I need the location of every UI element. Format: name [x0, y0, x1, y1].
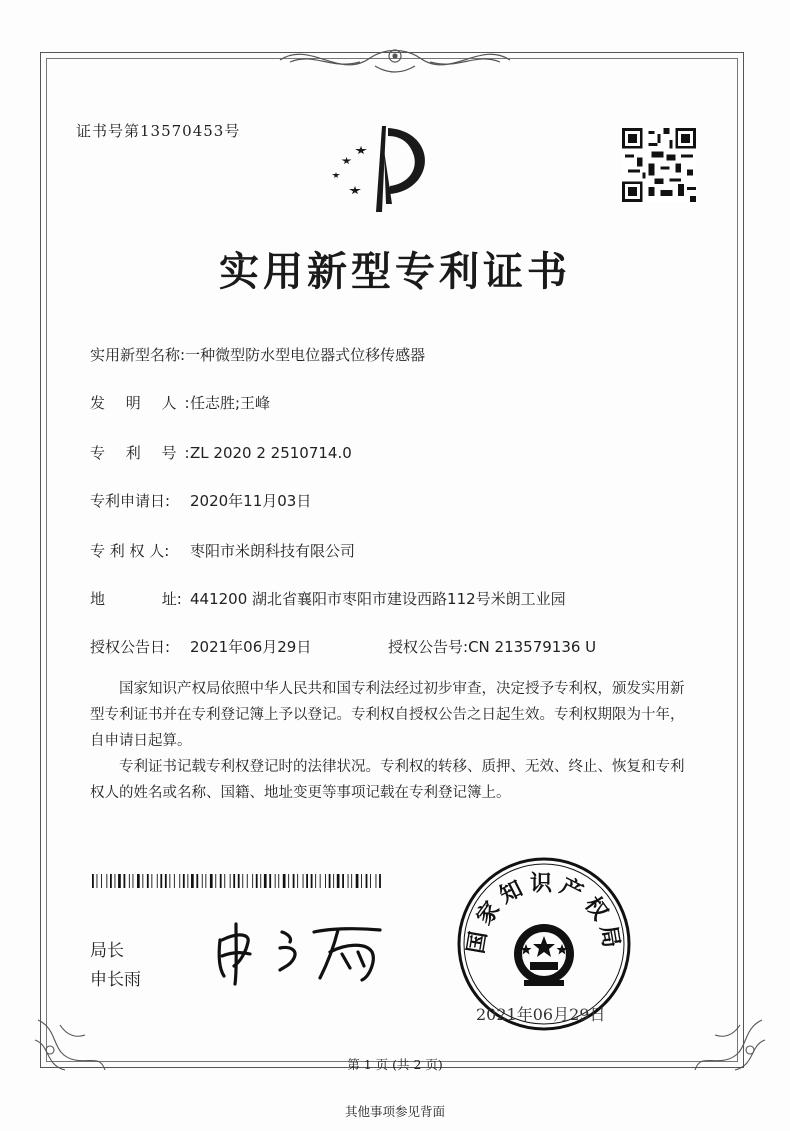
barcode-bar: [303, 874, 304, 888]
director-name: 申长雨: [90, 970, 141, 990]
barcode-bar: [230, 874, 231, 888]
grant-number-value: CN 213579136 U: [468, 638, 597, 656]
name-value: 一种微型防水型电位器式位移传感器: [185, 346, 426, 364]
name-row: [90, 344, 425, 365]
barcode-bar: [151, 874, 152, 888]
barcode-bar: [174, 874, 175, 888]
barcode-bar: [142, 874, 143, 888]
barcode-bar: [370, 874, 371, 888]
patentee-label: 专 利 权 人:: [90, 542, 170, 560]
patentee-row: [90, 540, 355, 561]
barcode-bar: [337, 874, 340, 888]
barcode-bar: [106, 874, 107, 888]
barcode-bar: [191, 874, 194, 888]
name-label: 实用新型名称:: [90, 346, 186, 364]
barcode-bar: [342, 874, 344, 888]
barcode-bar: [351, 874, 352, 888]
barcode-bar: [169, 874, 170, 888]
address-label: 地 址:: [90, 590, 182, 608]
barcode-bar: [333, 874, 334, 888]
address-value: 441200 湖北省襄阳市枣阳市建设西路112号米朗工业园: [190, 590, 566, 608]
barcode-bar: [283, 874, 286, 888]
barcode-bar: [187, 874, 188, 888]
barcode-bar: [133, 874, 134, 888]
barcode-bar: [264, 874, 267, 888]
paragraph-1: 国家知识产权局依照中华人民共和国专利法经过初步审查，决定授予专利权，颁发实用新型专利证书并在专利登记簿上予以登记。专利权自授权公告之日起生效。专利权期限为十年，自申请日起算。: [90, 681, 685, 749]
top-ornament-icon: [270, 40, 520, 80]
seal-text: 国家知识产权局: [462, 870, 626, 956]
barcode-bar: [179, 874, 180, 888]
barcode-bar: [92, 874, 94, 888]
director-title: 局长: [90, 941, 124, 961]
page-title: 实用新型专利证书: [219, 248, 571, 295]
signature-image: [210, 918, 400, 988]
barcode-bar: [101, 874, 102, 888]
patent-number-row: [90, 442, 352, 463]
barcode-bar: [376, 874, 377, 888]
barcode-bar: [224, 874, 225, 888]
qr-code-icon: [622, 128, 696, 202]
barcode-bar: [97, 874, 98, 888]
paragraph-2: 专利证书记载专利权登记时的法律状况。专利权的转移、质押、无效、终止、恢复和专利权人的姓名或名称、国籍、地址变更等事项记载在专利登记簿上。: [90, 759, 685, 801]
barcode-bar: [242, 874, 243, 888]
barcode-bar: [247, 874, 248, 888]
barcode-bar: [215, 874, 216, 888]
inventor-label: 发 明 人:: [90, 394, 198, 412]
barcode-bar: [147, 874, 149, 888]
barcode-bar: [306, 874, 308, 888]
body-text: [90, 676, 690, 806]
patentee-value: 枣阳市米朗科技有限公司: [190, 542, 356, 560]
barcode-bar: [165, 874, 167, 888]
barcode-bar: [196, 874, 198, 888]
page-number: 第 1 页 (共 2 页): [347, 1057, 443, 1072]
barcode-bar: [210, 874, 213, 888]
seal-date: 2021年06月29日: [476, 1005, 606, 1024]
barcode-bar: [379, 874, 381, 888]
barcode-bar: [366, 874, 368, 888]
barcode-bar: [325, 874, 326, 888]
barcode-bar: [320, 874, 321, 888]
cnipa-logo-icon: [322, 120, 438, 216]
inventor-row: [90, 392, 270, 413]
barcode-bar: [260, 874, 261, 888]
barcode-bar: [356, 874, 359, 888]
barcode-bar: [252, 874, 253, 888]
barcode-bar: [238, 874, 240, 888]
filing-date-label: 专利申请日:: [90, 492, 171, 510]
barcode-bar: [348, 874, 349, 888]
filing-date-row: [90, 490, 311, 511]
barcode-bar: [293, 874, 295, 888]
barcode-bar: [361, 874, 362, 888]
barcode-bar: [160, 874, 162, 888]
barcode-bar: [110, 874, 112, 888]
barcode-bar: [297, 874, 298, 888]
barcode-bar: [118, 874, 121, 888]
barcode-bar: [275, 874, 276, 888]
barcode-icon: [92, 874, 382, 888]
grant-date-label: 授权公告日:: [90, 638, 171, 656]
inventor-value: 任志胜;王峰: [190, 394, 271, 412]
grant-date-value: 2021年06月29日: [190, 638, 312, 656]
barcode-bar: [278, 874, 279, 888]
grant-number-label: 授权公告号:: [388, 638, 469, 656]
address-row: [90, 588, 566, 609]
barcode-bar: [124, 874, 126, 888]
barcode-bar: [329, 874, 331, 888]
certificate-number: 证书号第13570453号: [76, 122, 241, 140]
barcode-bar: [269, 874, 271, 888]
barcode-bar: [315, 874, 316, 888]
barcode-bar: [202, 874, 203, 888]
barcode-bar: [157, 874, 158, 888]
barcode-bar: [233, 874, 235, 888]
patent-number-label: 专 利 号:: [90, 444, 198, 462]
barcode-bar: [115, 874, 116, 888]
barcode-bar: [288, 874, 289, 888]
barcode-bar: [256, 874, 258, 888]
barcode-bar: [129, 874, 130, 888]
barcode-bar: [220, 874, 222, 888]
barcode-bar: [137, 874, 140, 888]
barcode-bar: [205, 874, 206, 888]
grant-number-row: [388, 636, 596, 657]
barcode-bar: [311, 874, 313, 888]
footer-note: 其他事项参见背面: [344, 1104, 445, 1119]
filing-date-value: 2020年11月03日: [190, 492, 312, 510]
patent-number-value: ZL 2020 2 2510714.0: [190, 444, 352, 462]
grant-date-row: [90, 636, 311, 657]
barcode-bar: [183, 874, 185, 888]
